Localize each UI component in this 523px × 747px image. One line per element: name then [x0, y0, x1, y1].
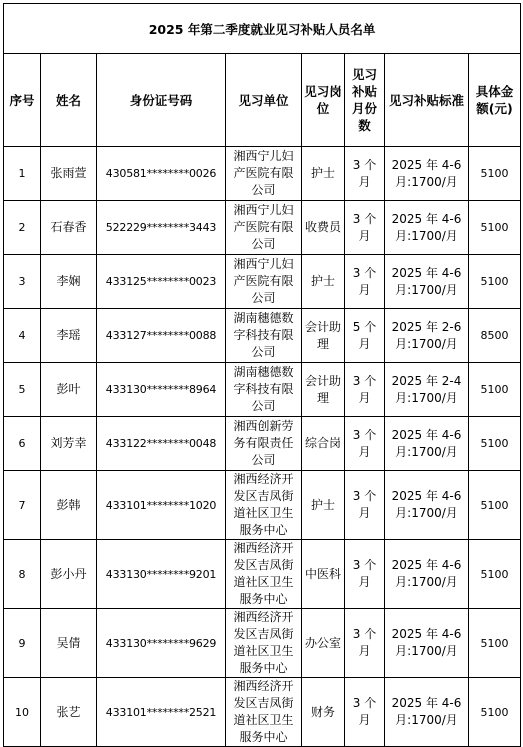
table-row	[4, 471, 521, 540]
cell-seq: 7	[4, 471, 41, 540]
cell-post: 收费员	[302, 201, 345, 255]
cell-standard: 2025 年 4-6 月:1700/月	[385, 678, 469, 747]
cell-months: 3 个月	[345, 471, 385, 540]
cell-id-number: 433130********8964	[97, 363, 226, 417]
cell-unit: 湘西宁儿妇产医院有限公司	[226, 255, 302, 309]
cell-name: 彭小丹	[41, 540, 97, 609]
header-standard: 见习补贴标准	[385, 54, 469, 147]
cell-seq: 5	[4, 363, 41, 417]
cell-amount: 5100	[469, 363, 521, 417]
table-row	[4, 609, 521, 678]
table-row	[4, 201, 521, 255]
cell-unit: 湘西经济开发区吉凤街道社区卫生服务中心	[226, 678, 302, 747]
cell-months: 3 个月	[345, 201, 385, 255]
header-months: 见习补贴月份数	[345, 54, 385, 147]
cell-name: 李娴	[41, 255, 97, 309]
subsidy-table	[3, 3, 521, 747]
cell-amount: 8500	[469, 309, 521, 363]
cell-post: 办公室	[302, 609, 345, 678]
table-row	[4, 309, 521, 363]
cell-seq: 4	[4, 309, 41, 363]
cell-seq: 9	[4, 609, 41, 678]
cell-standard: 2025 年 4-6 月:1700/月	[385, 609, 469, 678]
cell-amount: 5100	[469, 678, 521, 747]
cell-unit: 湘西经济开发区吉凤街道社区卫生服务中心	[226, 609, 302, 678]
table-row	[4, 255, 521, 309]
cell-post: 会计助理	[302, 363, 345, 417]
cell-id-number: 433101********1020	[97, 471, 226, 540]
cell-seq: 6	[4, 417, 41, 471]
cell-amount: 5100	[469, 255, 521, 309]
cell-months: 5 个月	[345, 309, 385, 363]
cell-id-number: 433101********2521	[97, 678, 226, 747]
cell-months: 3 个月	[345, 147, 385, 201]
cell-id-number: 433125********0023	[97, 255, 226, 309]
header-seq: 序号	[4, 54, 41, 147]
cell-post: 财务	[302, 678, 345, 747]
cell-unit: 湖南穗德数字科技有限公司	[226, 363, 302, 417]
cell-post: 会计助理	[302, 309, 345, 363]
cell-standard: 2025 年 2-4 月:1700/月	[385, 363, 469, 417]
cell-unit: 湘西宁儿妇产医院有限公司	[226, 147, 302, 201]
cell-name: 刘芳幸	[41, 417, 97, 471]
cell-id-number: 522229********3443	[97, 201, 226, 255]
cell-id-number: 433130********9201	[97, 540, 226, 609]
cell-id-number: 430581********0026	[97, 147, 226, 201]
cell-standard: 2025 年 2-6 月:1700/月	[385, 309, 469, 363]
header-unit: 见习单位	[226, 54, 302, 147]
cell-standard: 2025 年 4-6 月:1700/月	[385, 540, 469, 609]
cell-standard: 2025 年 4-6 月:1700/月	[385, 255, 469, 309]
cell-months: 3 个月	[345, 417, 385, 471]
header-post: 见习岗位	[302, 54, 345, 147]
table-row	[4, 678, 521, 747]
cell-seq: 3	[4, 255, 41, 309]
cell-standard: 2025 年 4-6 月:1700/月	[385, 471, 469, 540]
cell-unit: 湘西经济开发区吉凤街道社区卫生服务中心	[226, 471, 302, 540]
cell-standard: 2025 年 4-6 月:1700/月	[385, 201, 469, 255]
table-title: 2025 年第二季度就业见习补贴人员名单	[4, 4, 521, 54]
cell-seq: 8	[4, 540, 41, 609]
cell-standard: 2025 年 4-6 月:1700/月	[385, 417, 469, 471]
cell-amount: 5100	[469, 540, 521, 609]
cell-seq: 2	[4, 201, 41, 255]
cell-name: 李瑶	[41, 309, 97, 363]
cell-name: 石春香	[41, 201, 97, 255]
cell-id-number: 433130********9629	[97, 609, 226, 678]
table-row	[4, 363, 521, 417]
cell-id-number: 433127********0088	[97, 309, 226, 363]
cell-unit: 湖南穗德数字科技有限公司	[226, 309, 302, 363]
header-amount: 具体金额(元)	[469, 54, 521, 147]
cell-name: 张艺	[41, 678, 97, 747]
cell-name: 张雨萱	[41, 147, 97, 201]
cell-unit: 湘西宁儿妇产医院有限公司	[226, 201, 302, 255]
header-id: 身份证号码	[97, 54, 226, 147]
cell-months: 3 个月	[345, 363, 385, 417]
cell-post: 护士	[302, 147, 345, 201]
cell-standard: 2025 年 4-6 月:1700/月	[385, 147, 469, 201]
table-row	[4, 540, 521, 609]
table-body	[4, 147, 521, 747]
table-row	[4, 147, 521, 201]
cell-amount: 5100	[469, 201, 521, 255]
cell-post: 综合岗	[302, 417, 345, 471]
cell-amount: 5100	[469, 417, 521, 471]
cell-post: 护士	[302, 255, 345, 309]
cell-id-number: 433122********0048	[97, 417, 226, 471]
cell-unit: 湘西创新劳务有限责任公司	[226, 417, 302, 471]
cell-name: 彭叶	[41, 363, 97, 417]
cell-amount: 5100	[469, 471, 521, 540]
cell-months: 3 个月	[345, 678, 385, 747]
header-name: 姓名	[41, 54, 97, 147]
cell-post: 护士	[302, 471, 345, 540]
cell-seq: 1	[4, 147, 41, 201]
cell-months: 3 个月	[345, 609, 385, 678]
cell-seq: 10	[4, 678, 41, 747]
table-row	[4, 417, 521, 471]
cell-name: 彭韩	[41, 471, 97, 540]
cell-amount: 5100	[469, 609, 521, 678]
cell-post: 中医科	[302, 540, 345, 609]
cell-months: 3 个月	[345, 255, 385, 309]
cell-amount: 5100	[469, 147, 521, 201]
cell-unit: 湘西经济开发区吉凤街道社区卫生服务中心	[226, 540, 302, 609]
cell-months: 3 个月	[345, 540, 385, 609]
cell-name: 吴倩	[41, 609, 97, 678]
